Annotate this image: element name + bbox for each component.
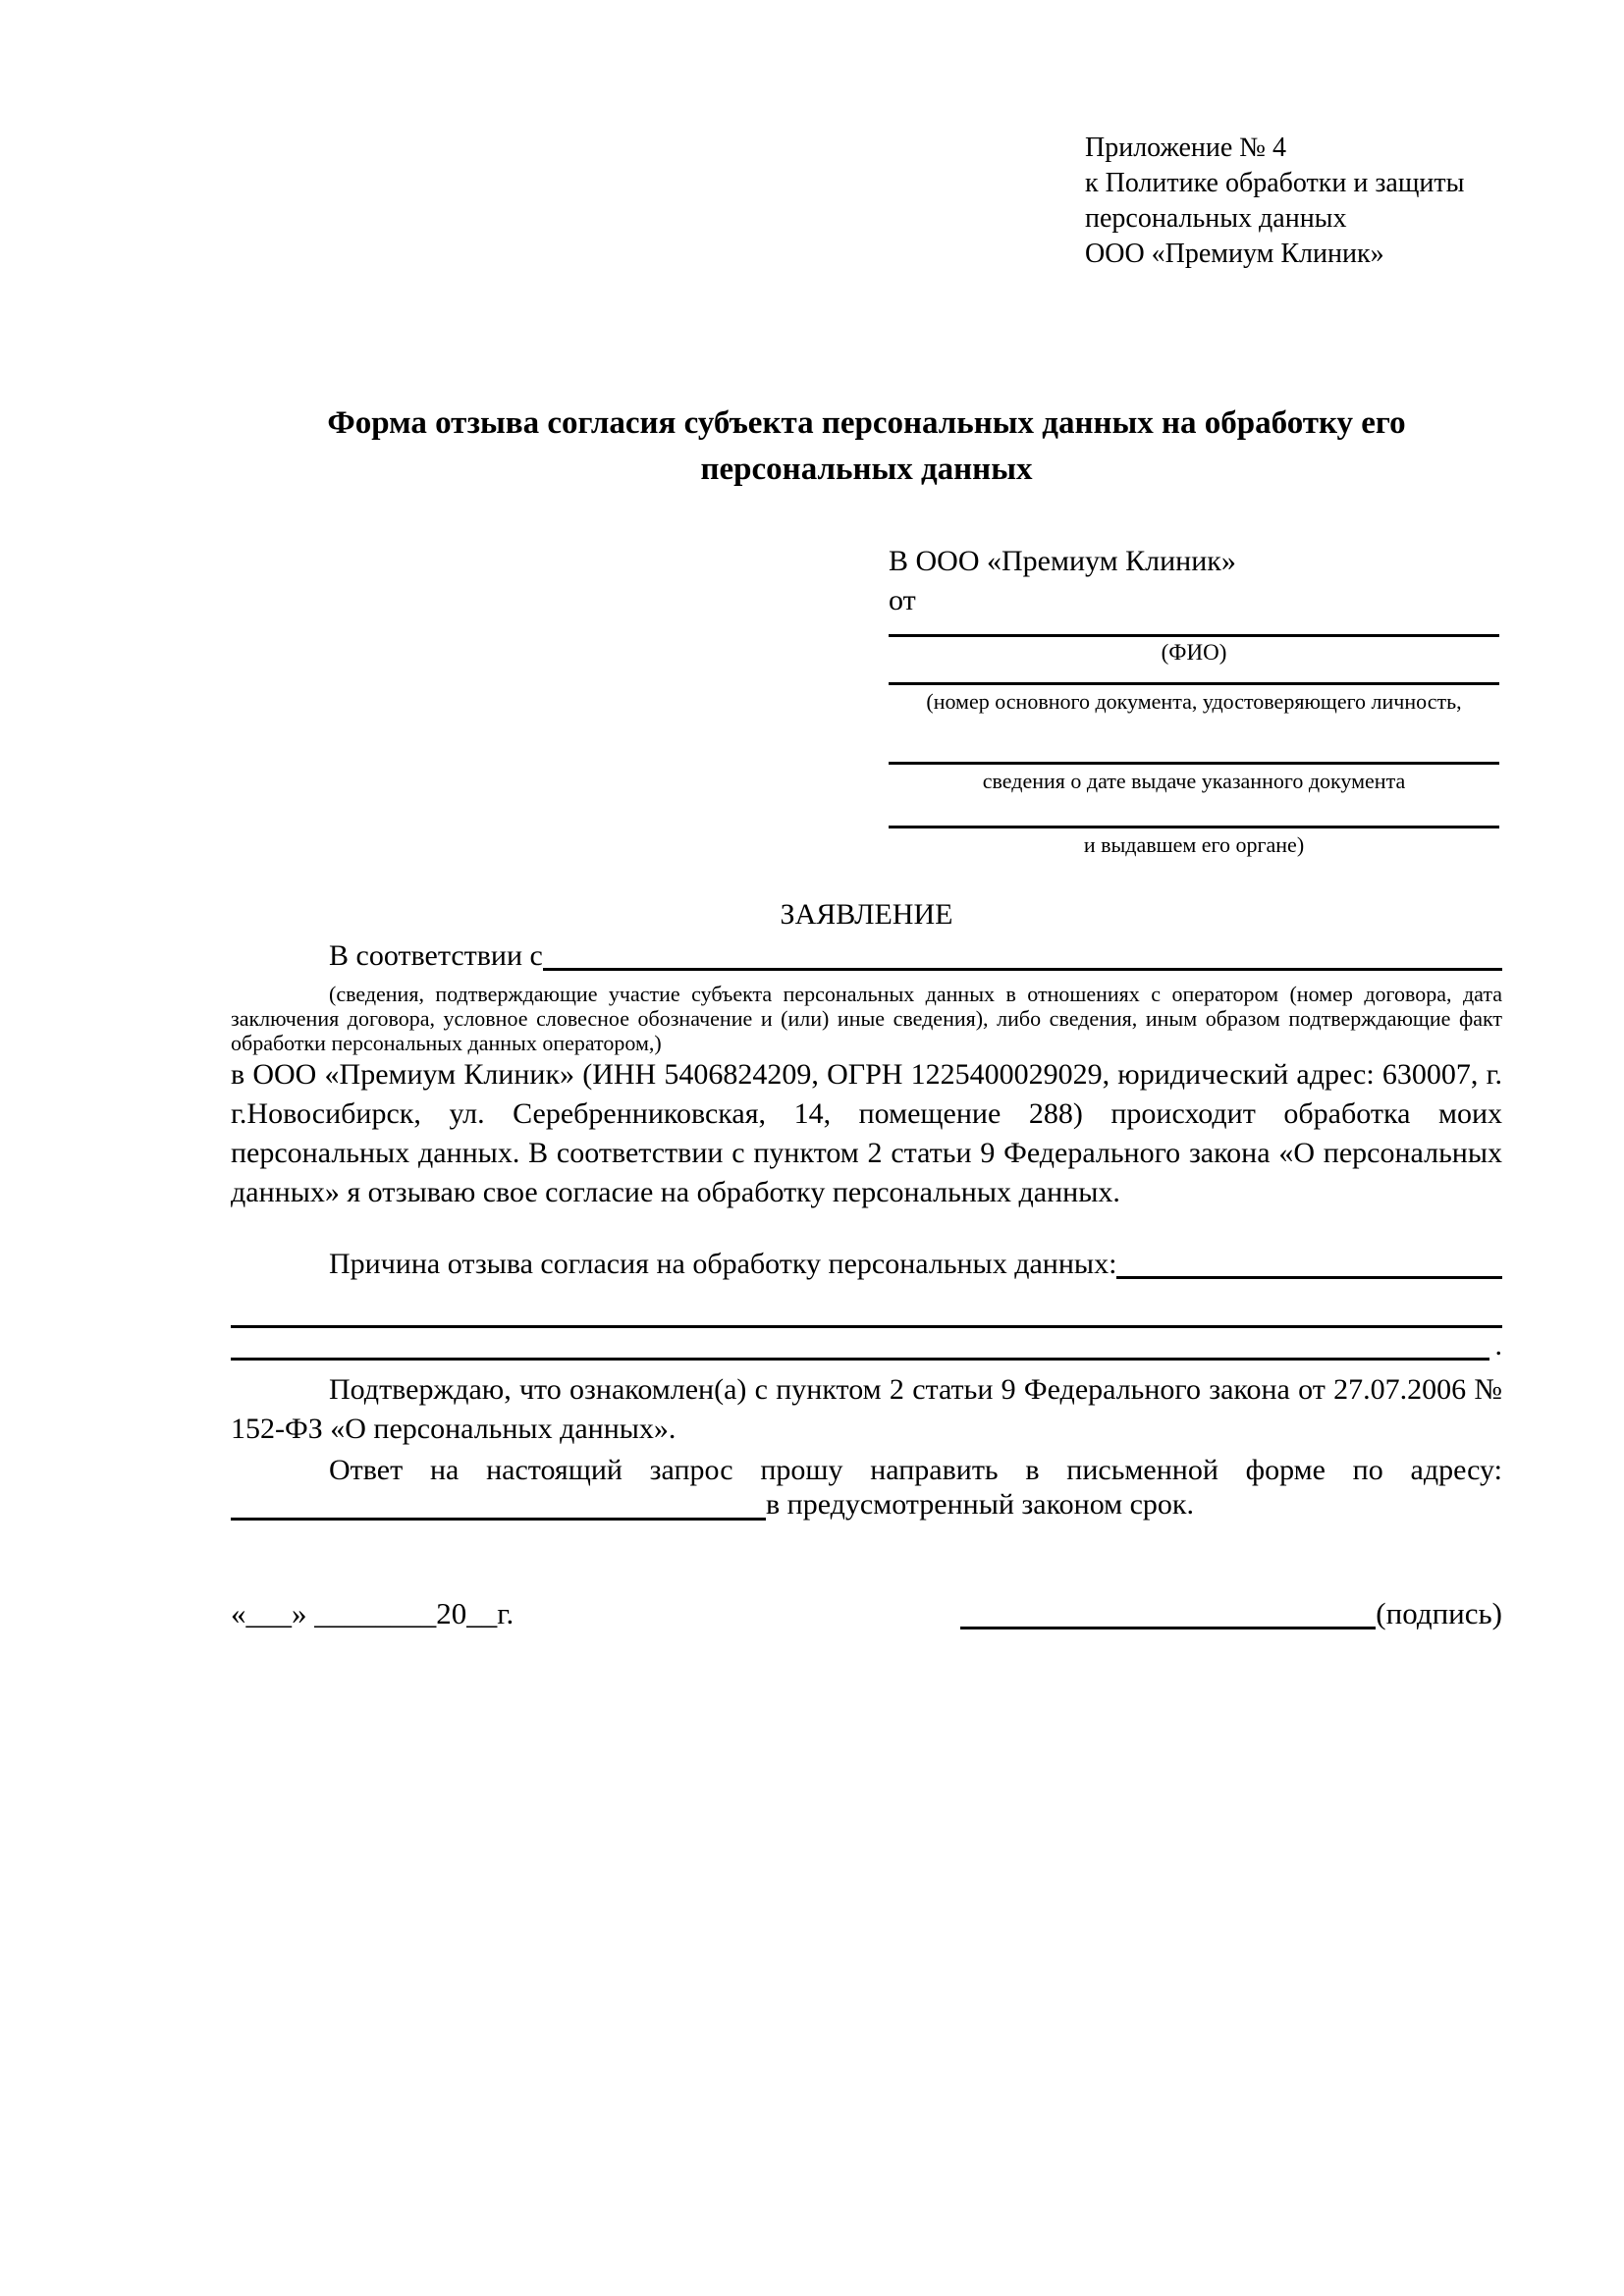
reason-blank-line-2 — [231, 1358, 1489, 1361]
reason-blank-line-2-row — [231, 1331, 1502, 1361]
doc-number-field-line — [889, 682, 1499, 685]
intro-row — [231, 938, 1502, 974]
intro-label: В соответствии с — [329, 939, 543, 972]
doc-issue-date-field-line — [889, 762, 1499, 765]
annex-header — [1085, 131, 1507, 272]
date-line: «___» ________20__г. — [231, 1596, 514, 1630]
annex-header-line: Приложение № 4 — [1085, 133, 1286, 163]
fio-field-caption: (ФИО) — [1161, 640, 1227, 665]
statement-heading: ЗАЯВЛЕНИЕ — [780, 898, 953, 931]
annex-header-line: к Политике обработки и защиты — [1085, 168, 1465, 198]
reason-row — [231, 1247, 1502, 1282]
doc-issue-date-field-caption: сведения о дате выдаче указанного документа — [982, 769, 1406, 793]
address-row — [231, 1486, 1502, 1523]
page-title: Форма отзыва согласия субъекта персональных данных на обработку его персональных данных — [327, 405, 1406, 487]
addressee-block — [889, 542, 1499, 858]
response-suffix: в предусмотренный законом срок. — [766, 1488, 1194, 1521]
doc-issuer-field-caption: и выдавшем его органе) — [1083, 832, 1305, 857]
fio-field-line — [889, 634, 1499, 637]
signature-line — [960, 1627, 1376, 1629]
statement-body: в ООО «Премиум Клиник» (ИНН 5406824209, ОГРН 1225400029029, юридический адрес: 630007, г. г.Новосибирск, ул. Серебренниковская, 14, помещение 288) происходит обработка моих персональных данных. В соответствии с пунктом 2 статьи 9 Федерального закона «О персональных данных» я отзываю свое согласие на обработку персональных данных. — [231, 1058, 1502, 1208]
signature-group — [960, 1594, 1502, 1633]
reason-blank-line-1 — [231, 1302, 1502, 1328]
response-paragraph: Ответ на настоящий запрос прошу направить в письменной форме по адресу: — [329, 1454, 1502, 1486]
addressee-from-label: от — [889, 584, 916, 616]
addressee-to: В ООО «Премиум Клиник» — [889, 545, 1236, 577]
confirmation-paragraph: Подтверждаю, что ознакомлен(а) с пунктом 2 статьи 9 Федерального закона от 27.07.2006 № 152-ФЗ «О персональных данных». — [231, 1373, 1502, 1445]
blank-line-period: . — [1494, 1329, 1502, 1362]
intro-fill-line — [543, 968, 1502, 971]
annex-header-line: ООО «Премиум Клиник» — [1085, 239, 1384, 269]
doc-issuer-field-line — [889, 826, 1499, 828]
reason-label: Причина отзыва согласия на обработку персональных данных: — [329, 1248, 1117, 1280]
doc-number-field-caption: (номер основного документа, удостоверяющего личность, — [926, 689, 1462, 714]
annex-header-line: персональных данных — [1085, 203, 1347, 234]
footer-row — [231, 1594, 1502, 1633]
reason-fill-line — [1116, 1276, 1502, 1279]
intro-note: (сведения, подтверждающие участие субъекта персональных данных в отношениях с оператором (номер договора, дата заключения договора, условное словесное обозначение и (или) иные сведения), либо сведения, иным образом подтверждающие факт обработки персональных данных оператором,) — [231, 982, 1502, 1055]
signature-caption: (подпись) — [1376, 1596, 1502, 1630]
address-fill-line — [231, 1518, 766, 1521]
